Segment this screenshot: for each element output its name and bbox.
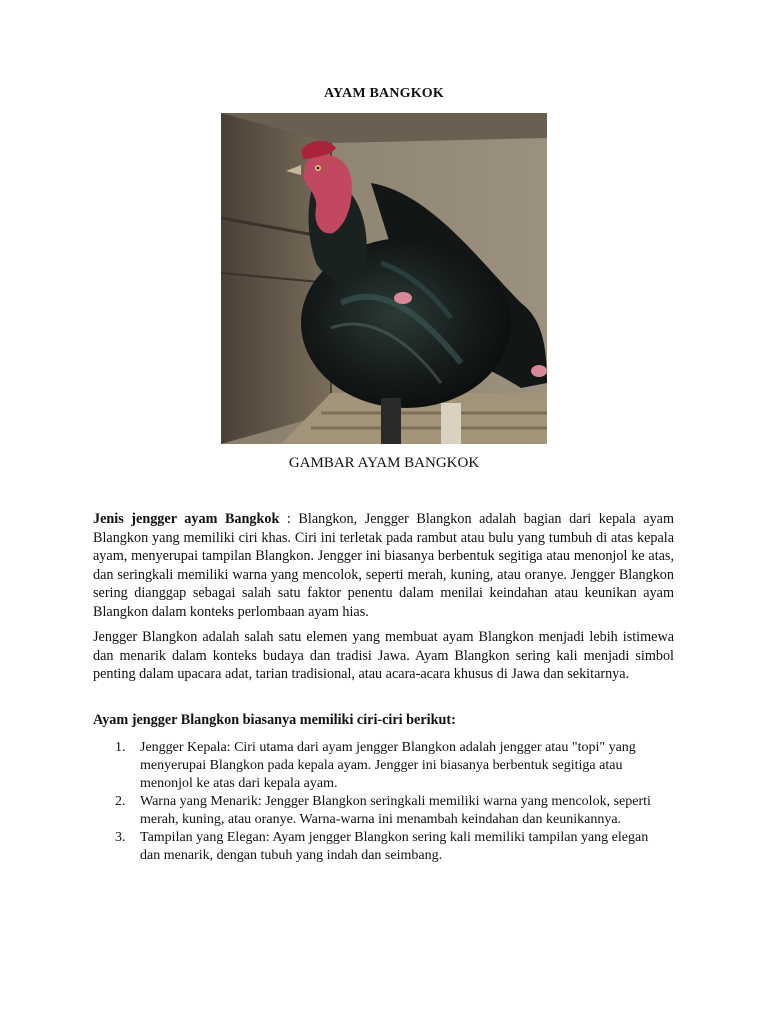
- document-title: AYAM BANGKOK: [324, 86, 444, 101]
- image-caption: GAMBAR AYAM BANGKOK: [288, 455, 480, 471]
- paragraph-lead: Jenis jengger ayam Bangkok: [93, 511, 280, 527]
- list-item-text: Jengger Kepala: Ciri utama dari ayam jengger Blangkon adalah jengger atau "topi" yang menyerupai Blangkon pada kepala ayam. Jengger ini biasanya berbentuk segitiga atau menonjol ke atas dari kepala ayam.: [140, 740, 636, 791]
- characteristics-list: [93, 739, 693, 865]
- paragraph-jengger-types: [93, 510, 674, 621]
- list-number: 2.: [115, 794, 126, 809]
- list-number: 3.: [115, 830, 126, 845]
- paragraph-culture: Jengger Blangkon adalah salah satu elemen yang membuat ayam Blangkon menjadi lebih istimewa dan menarik dalam konteks budaya dan tradisi Jawa. Ayam Blangkon sering kali menjadi simbol penting dalam upacara adat, tarian tradisional, atau acara-acara khusus di Jawa dan sekitarnya.: [93, 629, 674, 682]
- list-number: 1.: [115, 740, 126, 755]
- paragraph-body: : Blangkon, Jengger Blangkon adalah bagian dari kepala ayam Blangkon yang memiliki ciri khas. Ciri ini terletak pada rambut atau bulu yang tumbuh di atas kepala ayam, menyerupai tampilan Blangkon. Jengger ini biasanya berbentuk segitiga atau menonjol ke atas, dan seringkali memiliki warna yang mencolok, seperti merah, kuning, atau oranye. Jengger Blangkon sering dianggap sebagai salah satu faktor penentu dalam menilai keindahan atau keunikan ayam Blangkon dalam konteks perlombaan ayam hias.: [93, 511, 674, 620]
- list-heading: Ayam jengger Blangkon biasanya memiliki ciri-ciri berikut:: [93, 712, 456, 728]
- list-item-text: Warna yang Menarik: Jengger Blangkon seringkali memiliki warna yang mencolok, seperti merah, kuning, atau oranye. Warna-warna ini menambah keindahan dan keunikannya.: [140, 794, 651, 827]
- list-item: [93, 829, 670, 865]
- list-item-text: Tampilan yang Elegan: Ayam jengger Blangkon sering kali memiliki tampilan yang elegan dan menarik, dengan tubuh yang indah dan seimbang.: [140, 830, 649, 863]
- list-item: [93, 739, 670, 793]
- rooster-photo: [221, 113, 547, 444]
- list-item: [93, 793, 670, 829]
